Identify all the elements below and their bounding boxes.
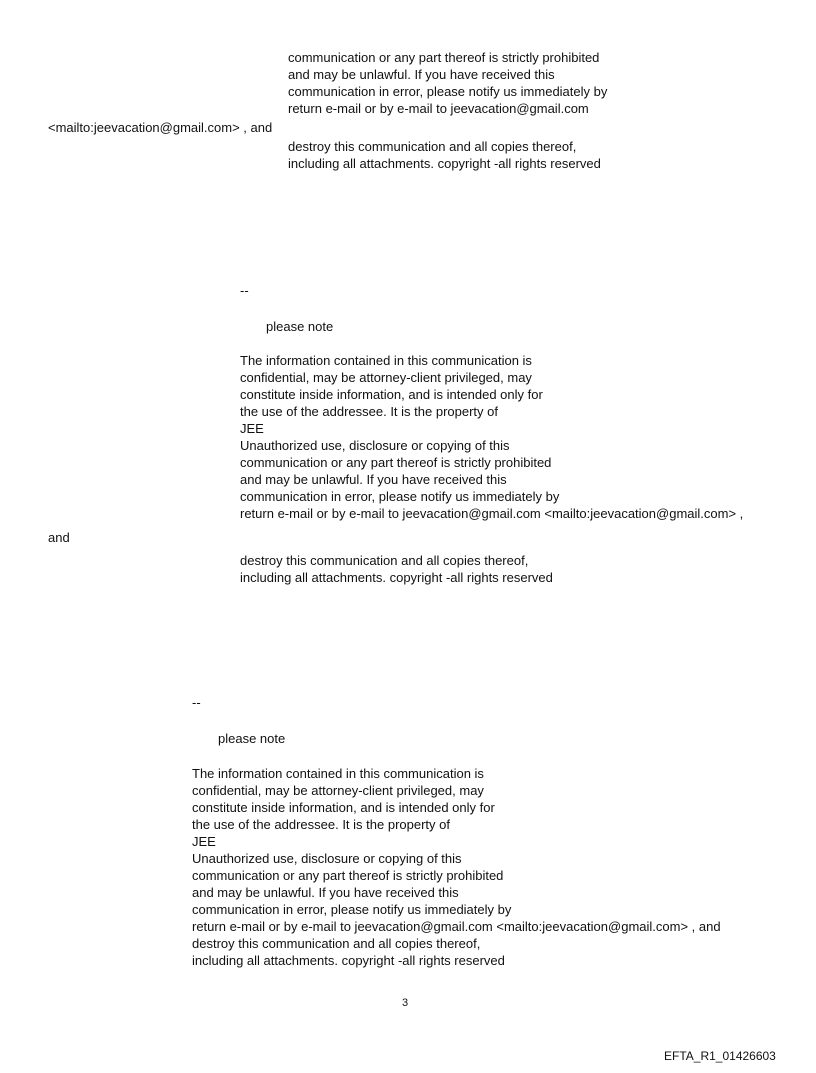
text-line: Unauthorized use, disclosure or copying of this bbox=[192, 851, 462, 866]
text-line: The information contained in this communication is bbox=[192, 766, 484, 781]
text-line: communication in error, please notify us immediately by bbox=[240, 489, 560, 504]
text-line: confidential, may be attorney-client privileged, may bbox=[192, 783, 484, 798]
text-line: the use of the addressee. It is the property of bbox=[240, 404, 498, 419]
text-line: constitute inside information, and is intended only for bbox=[192, 800, 495, 815]
text-line: The information contained in this communication is bbox=[240, 353, 532, 368]
text-line: return e-mail or by e-mail to jeevacation@gmail.com bbox=[288, 101, 589, 116]
text-line: including all attachments. copyright -all rights reserved bbox=[192, 953, 505, 968]
text-line: and may be unlawful. If you have received this bbox=[288, 67, 555, 82]
separator: -- bbox=[240, 283, 249, 298]
text-line: confidential, may be attorney-client privileged, may bbox=[240, 370, 532, 385]
text-line: destroy this communication and all copies thereof, bbox=[240, 553, 529, 568]
text-line: communication in error, please notify us immediately by bbox=[192, 902, 512, 917]
page-number: 3 bbox=[402, 997, 409, 1009]
separator: -- bbox=[192, 695, 201, 710]
disclaimer-heading: please note bbox=[218, 731, 286, 746]
disclaimer-heading: please note bbox=[266, 319, 334, 334]
text-line: destroy this communication and all copies thereof, bbox=[288, 139, 577, 154]
text-line: and may be unlawful. If you have received this bbox=[192, 885, 459, 900]
text-line: JEE bbox=[240, 421, 264, 436]
text-line: <mailto:jeevacation@gmail.com> , and bbox=[48, 120, 273, 135]
text-line: communication in error, please notify us immediately by bbox=[288, 84, 608, 99]
text-line: and may be unlawful. If you have received this bbox=[240, 472, 507, 487]
text-line: Unauthorized use, disclosure or copying of this bbox=[240, 438, 510, 453]
text-line: communication or any part thereof is strictly prohibited bbox=[192, 868, 504, 883]
text-line: and bbox=[48, 530, 70, 545]
bates-stamp: EFTA_R1_01426603 bbox=[664, 1049, 776, 1063]
text-line: including all attachments. copyright -all rights reserved bbox=[288, 156, 601, 171]
text-line: destroy this communication and all copies thereof, bbox=[192, 936, 481, 951]
text-line: return e-mail or by e-mail to jeevacation@gmail.com <mailto:jeevacation@gmail.com> , bbox=[240, 506, 744, 521]
text-line: JEE bbox=[192, 834, 216, 849]
text-line: the use of the addressee. It is the property of bbox=[192, 817, 450, 832]
text-line: including all attachments. copyright -all rights reserved bbox=[240, 570, 553, 585]
text-line: communication or any part thereof is strictly prohibited bbox=[240, 455, 552, 470]
text-line: constitute inside information, and is intended only for bbox=[240, 387, 543, 402]
text-line: communication or any part thereof is strictly prohibited bbox=[288, 50, 600, 65]
text-line: return e-mail or by e-mail to jeevacation@gmail.com <mailto:jeevacation@gmail.com> , and bbox=[192, 919, 721, 934]
